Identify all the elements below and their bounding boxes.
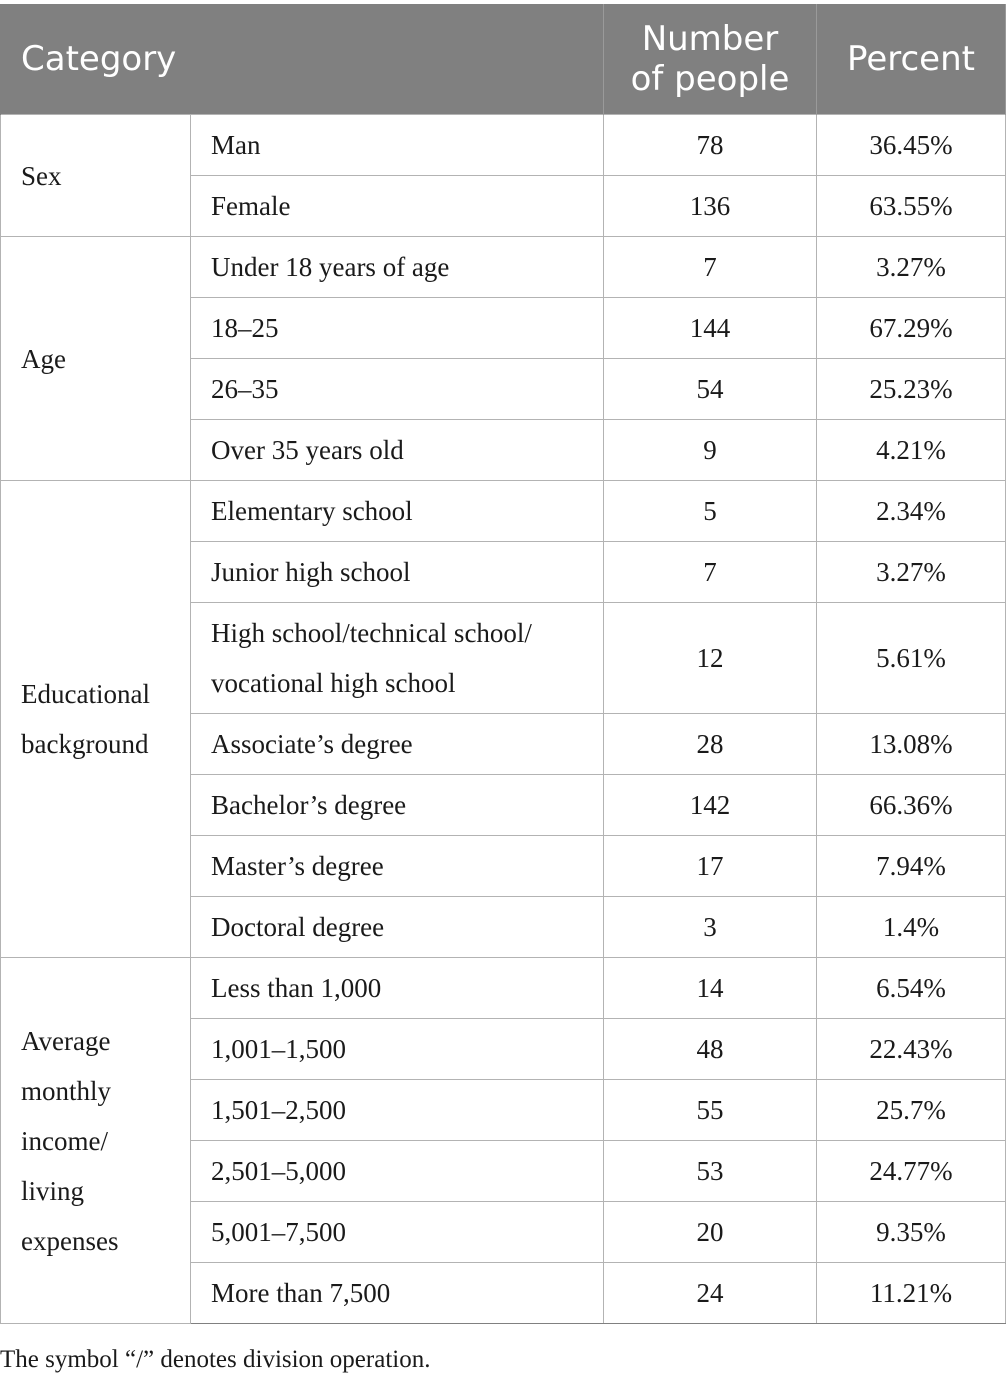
row-percent: 63.55% (817, 176, 1006, 237)
row-label: Bachelor’s degree (191, 775, 604, 836)
table-row (1, 958, 1006, 1019)
row-percent: 5.61% (817, 603, 1006, 714)
row-number: 7 (604, 542, 817, 603)
group-label-sex: Sex (1, 115, 191, 237)
group-label-age: Age (1, 237, 191, 481)
table-row (1, 115, 1006, 176)
row-label: High school/technical school/ vocational high school (191, 603, 604, 714)
row-number: 9 (604, 420, 817, 481)
header-row (1, 4, 1006, 115)
table-row (1, 481, 1006, 542)
row-percent: 25.23% (817, 359, 1006, 420)
row-number: 20 (604, 1202, 817, 1263)
row-label: Over 35 years old (191, 420, 604, 481)
row-percent: 1.4% (817, 897, 1006, 958)
row-percent: 22.43% (817, 1019, 1006, 1080)
row-label: Man (191, 115, 604, 176)
row-label: 26–35 (191, 359, 604, 420)
table-footnote: The symbol “/” denotes division operation. (0, 1346, 431, 1373)
row-label: Junior high school (191, 542, 604, 603)
row-number: 78 (604, 115, 817, 176)
row-label: Elementary school (191, 481, 604, 542)
row-percent: 3.27% (817, 237, 1006, 298)
header-percent: Percent (817, 4, 1006, 115)
group-label-average-monthly-income: Average monthly income/ living expenses (1, 958, 191, 1324)
row-label: 1,001–1,500 (191, 1019, 604, 1080)
row-label: Associate’s degree (191, 714, 604, 775)
row-label: Master’s degree (191, 836, 604, 897)
row-label: More than 7,500 (191, 1263, 604, 1324)
row-number: 24 (604, 1263, 817, 1324)
row-label: Under 18 years of age (191, 237, 604, 298)
row-number: 28 (604, 714, 817, 775)
row-percent: 24.77% (817, 1141, 1006, 1202)
row-percent: 2.34% (817, 481, 1006, 542)
row-label: Less than 1,000 (191, 958, 604, 1019)
row-number: 54 (604, 359, 817, 420)
row-label: 2,501–5,000 (191, 1141, 604, 1202)
row-label: Doctoral degree (191, 897, 604, 958)
row-percent: 9.35% (817, 1202, 1006, 1263)
row-number: 55 (604, 1080, 817, 1141)
row-number: 12 (604, 603, 817, 714)
row-label: 5,001–7,500 (191, 1202, 604, 1263)
row-percent: 3.27% (817, 542, 1006, 603)
row-label: 18–25 (191, 298, 604, 359)
row-number: 53 (604, 1141, 817, 1202)
row-percent: 13.08% (817, 714, 1006, 775)
row-number: 7 (604, 237, 817, 298)
table-row (1, 237, 1006, 298)
row-percent: 67.29% (817, 298, 1006, 359)
group-label-educational-background: Educational background (1, 481, 191, 958)
row-number: 5 (604, 481, 817, 542)
row-number: 17 (604, 836, 817, 897)
row-number: 3 (604, 897, 817, 958)
row-percent: 4.21% (817, 420, 1006, 481)
row-percent: 6.54% (817, 958, 1006, 1019)
row-percent: 66.36% (817, 775, 1006, 836)
header-category: Category (1, 4, 604, 115)
row-percent: 11.21% (817, 1263, 1006, 1324)
header-number-of-people: Number of people (604, 4, 817, 115)
demographics-table (0, 4, 1006, 1324)
row-label: 1,501–2,500 (191, 1080, 604, 1141)
row-number: 136 (604, 176, 817, 237)
row-number: 144 (604, 298, 817, 359)
row-percent: 36.45% (817, 115, 1006, 176)
row-percent: 25.7% (817, 1080, 1006, 1141)
row-number: 48 (604, 1019, 817, 1080)
row-percent: 7.94% (817, 836, 1006, 897)
row-number: 142 (604, 775, 817, 836)
row-label: Female (191, 176, 604, 237)
row-number: 14 (604, 958, 817, 1019)
